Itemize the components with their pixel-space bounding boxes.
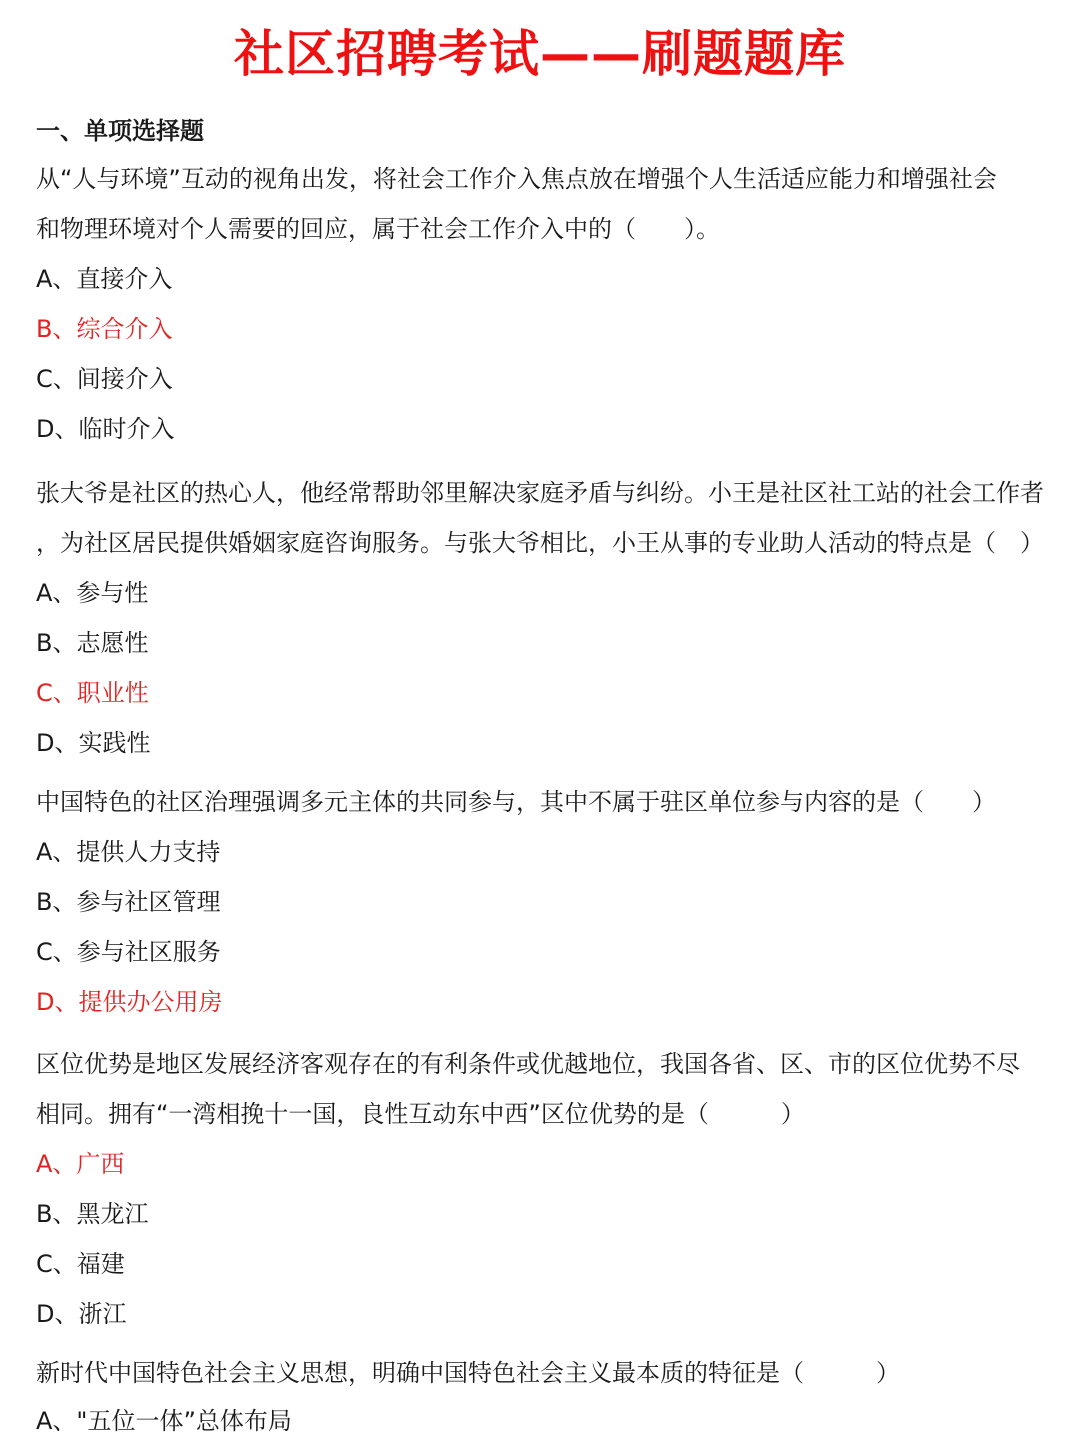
option-a-correct: A、广西 [36,1150,125,1178]
option-c: C、间接介入 [36,365,173,393]
question-stem-line: 中国特色的社区治理强调多元主体的共同参与，其中不属于驻区单位参与内容的是（ ） [36,788,996,816]
section-heading: 一、单项选择题 [36,117,204,145]
option-c-correct: C、职业性 [36,679,149,707]
option-d: D、浙江 [36,1300,127,1328]
option-c: C、福建 [36,1250,125,1278]
question-stem-line: 新时代中国特色社会主义思想，明确中国特色社会主义最本质的特征是（ ） [36,1359,900,1387]
question-stem-line: ，为社区居民提供婚姻家庭咨询服务。与张大爷相比，小王从事的专业助人活动的特点是（ ） [36,529,1044,557]
question-stem-line: 相同。拥有“一湾相挽十一国，良性互动东中西”区位优势的是（ ） [36,1100,805,1128]
option-b: B、志愿性 [36,629,149,657]
option-a: A、直接介入 [36,265,173,293]
question-stem-line: 和物理环境对个人需要的回应，属于社会工作介入中的（ ）。 [36,215,720,243]
option-b: B、黑龙江 [36,1200,149,1228]
option-c: C、参与社区服务 [36,938,221,966]
option-d-correct: D、提供办公用房 [36,988,223,1016]
option-d: D、实践性 [36,729,151,757]
option-b: B、参与社区管理 [36,888,221,916]
question-stem-line: 区位优势是地区发展经济客观存在的有利条件或优越地位，我国各省、区、市的区位优势不尽 [36,1050,1020,1078]
question-stem-line: 从“人与环境”互动的视角出发，将社会工作介入焦点放在增强个人生活适应能力和增强社会 [36,165,997,193]
page-title: 社区招聘考试——刷题题库 [234,25,846,83]
option-a: A、提供人力支持 [36,838,221,866]
option-a: A、参与性 [36,579,149,607]
option-b-correct: B、综合介入 [36,315,173,343]
option-d: D、临时介入 [36,415,175,443]
option-a: A、"五位一体”总体布局 [36,1407,292,1435]
question-stem-line: 张大爷是社区的热心人，他经常帮助邻里解决家庭矛盾与纠纷。小王是社区社工站的社会工作者 [36,479,1044,507]
